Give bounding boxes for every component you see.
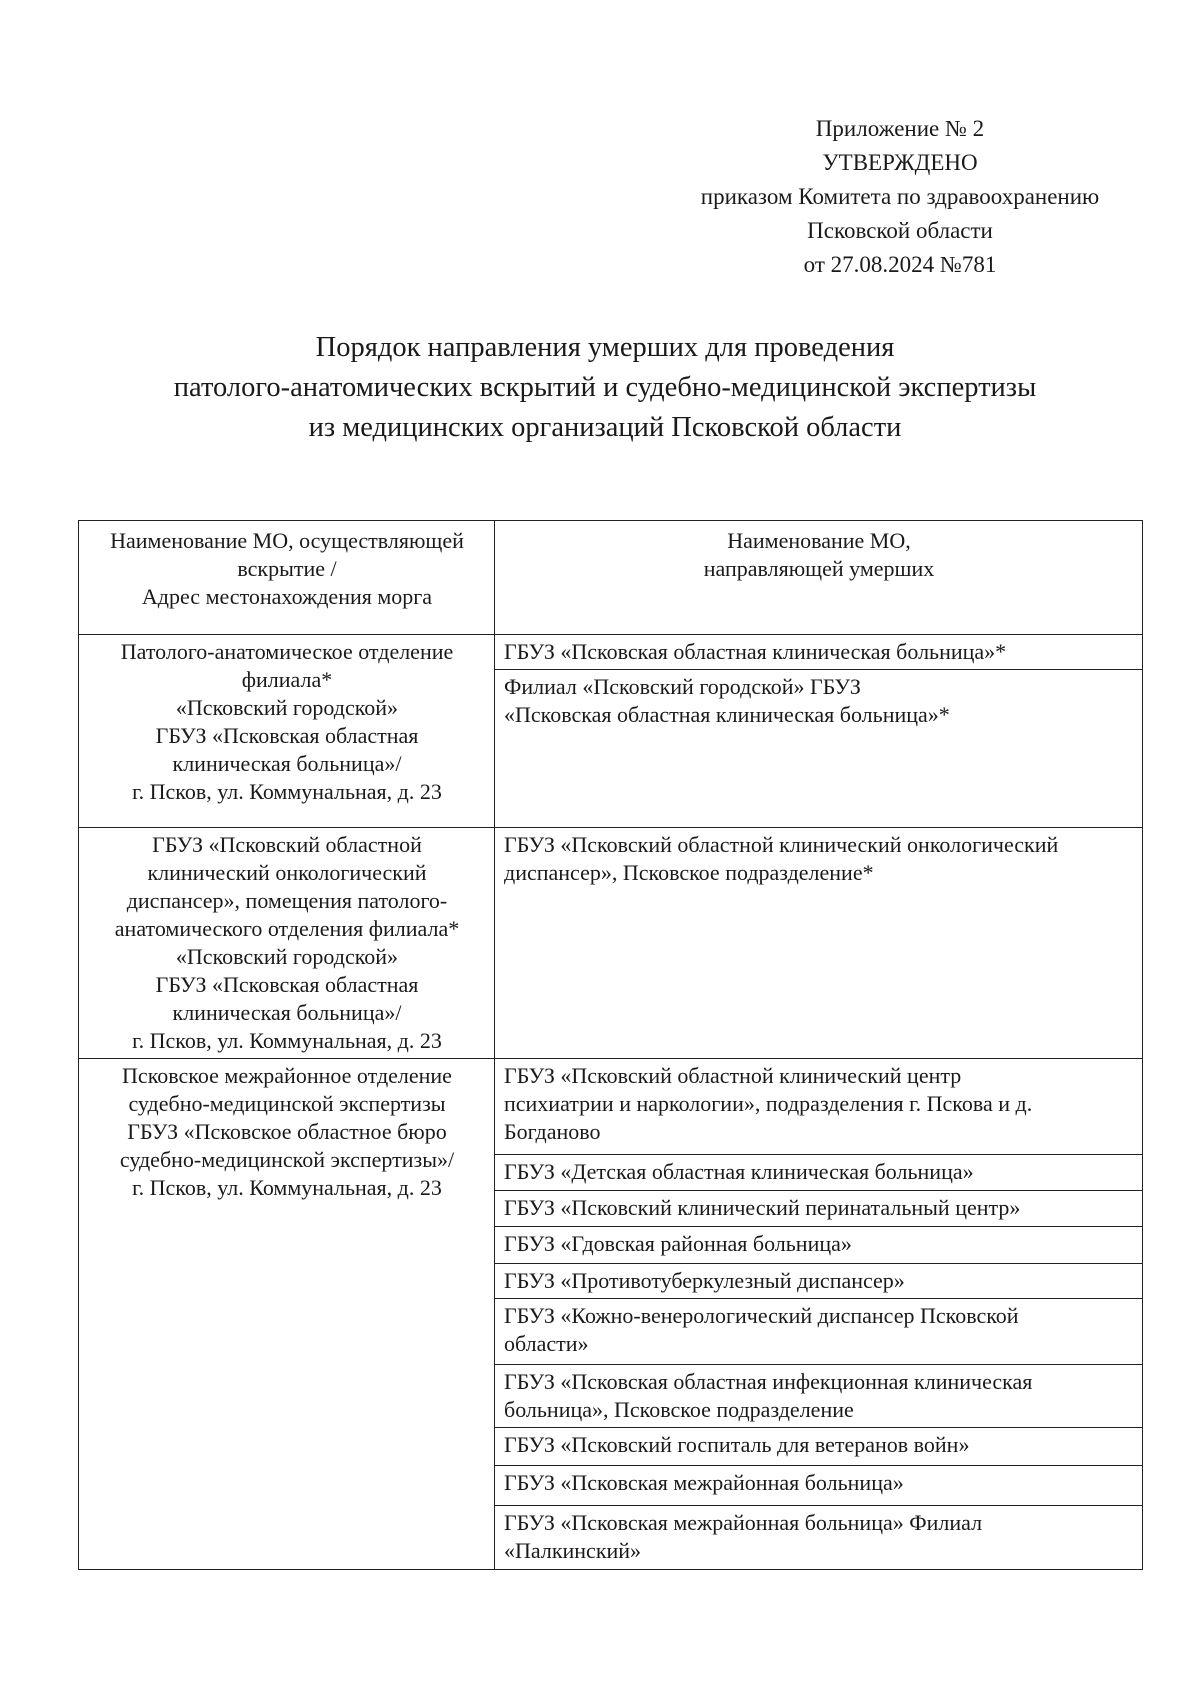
approval-line: Псковской области xyxy=(807,218,993,243)
cell-text: ГБУЗ «Псковский областной xyxy=(152,832,422,857)
cell-text: ГБУЗ «Псковский клинический перинатальный центр» xyxy=(504,1195,1021,1220)
cell-text: больница», Псковское подразделение xyxy=(504,1397,854,1422)
cell-text: филиала* xyxy=(241,667,333,692)
cell-text: ГБУЗ «Кожно-венерологический диспансер Псковской xyxy=(504,1303,1019,1328)
header-text: Наименование МО, осуществляющей xyxy=(110,528,464,553)
cell-text: ГБУЗ «Псковская межрайонная больница» xyxy=(504,1470,904,1495)
cell-text: клиническая больница»/ xyxy=(172,751,402,776)
referring-mo-cell xyxy=(495,635,1143,670)
header-text: вскрытие / xyxy=(237,556,337,581)
cell-text: психиатрии и наркологии», подразделения г. Пскова и д. xyxy=(504,1091,1033,1116)
cell-text: ГБУЗ «Детская областная клиническая больница» xyxy=(504,1159,974,1184)
cell-text: области» xyxy=(504,1331,589,1356)
cell-text: «Псковская областная клиническая больница»* xyxy=(504,702,950,727)
cell-text: клинический онкологический xyxy=(147,860,427,885)
cell-text: г. Псков, ул. Коммунальная, д. 23 xyxy=(132,779,442,804)
header-text: Наименование МО, xyxy=(727,528,911,553)
header-cell-autopsy-mo xyxy=(79,521,495,635)
header-cell-referring-mo xyxy=(495,521,1143,635)
cell-text: ГБУЗ «Псковская областная инфекционная клиническая xyxy=(504,1369,1033,1394)
cell-text: ГБУЗ «Псковское областное бюро xyxy=(127,1119,447,1144)
referring-mo-cell xyxy=(495,1428,1143,1466)
referring-mo-cell xyxy=(495,1264,1143,1299)
approval-line: УТВЕРЖДЕНО xyxy=(822,150,978,175)
referring-mo-cell xyxy=(495,1059,1143,1155)
cell-text: ГБУЗ «Псковская межрайонная больница» Филиал xyxy=(504,1510,983,1535)
referring-mo-cell xyxy=(495,1299,1143,1365)
cell-text: г. Псков, ул. Коммунальная, д. 23 xyxy=(132,1175,442,1200)
header-text: Адрес местонахождения морга xyxy=(141,584,433,609)
table-header-row xyxy=(79,521,1143,635)
referring-mo-cell xyxy=(495,670,1143,828)
cell-text: ГБУЗ «Противотуберкулезный диспансер» xyxy=(504,1268,905,1293)
cell-text: ГБУЗ «Псковская областная клиническая больница»* xyxy=(504,639,1007,664)
cell-text: диспансер», Псковское подразделение* xyxy=(504,860,874,885)
cell-text: судебно-медицинской экспертизы xyxy=(128,1091,446,1116)
autopsy-mo-cell xyxy=(79,1059,495,1570)
referring-mo-cell xyxy=(495,1227,1143,1264)
approval-line: Приложение № 2 xyxy=(815,116,985,141)
document-title xyxy=(80,328,1130,448)
cell-text: «Палкинский» xyxy=(504,1538,642,1563)
referring-mo-cell xyxy=(495,1191,1143,1227)
table-row xyxy=(79,828,1143,1059)
cell-text: «Псковский городской» xyxy=(175,944,399,969)
table-row xyxy=(79,1059,1143,1155)
cell-text: ГБУЗ «Псковский госпиталь для ветеранов войн» xyxy=(504,1432,970,1457)
routing-table xyxy=(78,520,1143,1570)
title-line: Порядок направления умерших для проведения xyxy=(315,332,895,363)
cell-text: г. Псков, ул. Коммунальная, д. 23 xyxy=(132,1028,442,1053)
header-text: направляющей умерших xyxy=(703,556,935,581)
autopsy-mo-cell xyxy=(79,828,495,1059)
cell-text: Филиал «Псковский городской» ГБУЗ xyxy=(504,674,861,699)
referring-mo-cell xyxy=(495,1365,1143,1428)
approval-block xyxy=(680,112,1120,282)
referring-mo-cell xyxy=(495,1155,1143,1191)
cell-text: судебно-медицинской экспертизы»/ xyxy=(119,1147,455,1172)
autopsy-mo-cell xyxy=(79,635,495,828)
cell-text: ГБУЗ «Псковская областная xyxy=(155,723,419,748)
referring-mo-cell xyxy=(495,1466,1143,1506)
table-row xyxy=(79,635,1143,670)
referring-mo-cell xyxy=(495,1506,1143,1570)
title-line: из медицинских организаций Псковской области xyxy=(308,412,902,443)
cell-text: Богданово xyxy=(504,1119,601,1144)
cell-text: клиническая больница»/ xyxy=(172,1000,402,1025)
title-line: патолого-анатомических вскрытий и судебно-медицинской экспертизы xyxy=(173,372,1037,403)
cell-text: анатомического отделения филиала* xyxy=(114,916,460,941)
cell-text: «Псковский городской» xyxy=(175,695,399,720)
cell-text: ГБУЗ «Гдовская районная больница» xyxy=(504,1231,852,1256)
referring-mo-cell xyxy=(495,828,1143,1059)
approval-line: от 27.08.2024 №781 xyxy=(803,252,997,277)
approval-line: приказом Комитета по здравоохранению xyxy=(700,184,1100,209)
cell-text: ГБУЗ «Псковский областной клинический центр xyxy=(504,1063,962,1088)
cell-text: ГБУЗ «Псковский областной клинический онкологический xyxy=(504,832,1059,857)
cell-text: диспансер», помещения патолого- xyxy=(126,888,448,913)
cell-text: Патолого-анатомическое отделение xyxy=(120,639,454,664)
cell-text: Псковское межрайонное отделение xyxy=(122,1063,452,1088)
cell-text: ГБУЗ «Псковская областная xyxy=(155,972,419,997)
